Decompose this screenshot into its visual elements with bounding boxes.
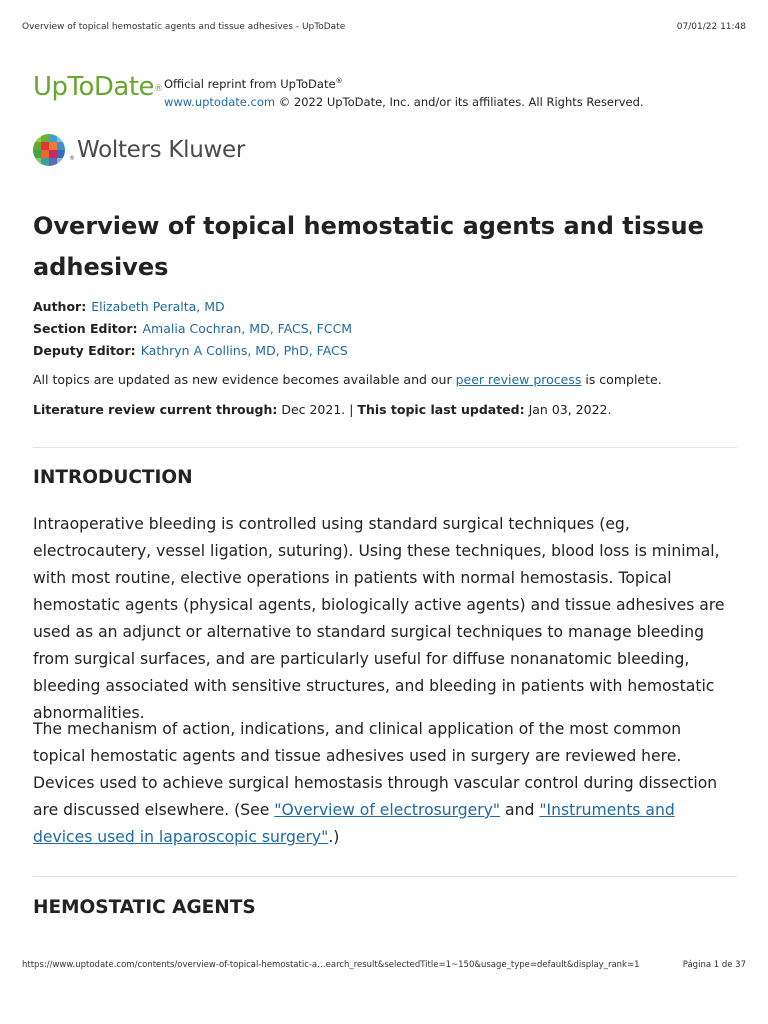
print-footer-url: https://www.uptodate.com/contents/overview-of-topical-hemostatic-a…earch_result&selectedTitle=1~150&usage_type=default&display_rank=1 bbox=[22, 960, 640, 970]
uptodate-site-link[interactable]: www.uptodate.com bbox=[164, 94, 276, 109]
divider bbox=[33, 876, 737, 877]
literature-review-line: Literature review current through: Dec 2021. | This topic last updated: Jan 03, 2022. bbox=[33, 402, 612, 417]
print-header-datetime: 07/01/22 11:48 bbox=[676, 22, 746, 32]
electrosurgery-link[interactable]: "Overview of electrosurgery" bbox=[274, 801, 501, 819]
brand-header bbox=[33, 70, 644, 111]
byline bbox=[33, 296, 737, 362]
update-note: All topics are updated as new evidence becomes available and our peer review process is complete. bbox=[33, 372, 662, 387]
article-title: Overview of topical hemostatic agents and tissue adhesives bbox=[33, 212, 704, 281]
uptodate-logo[interactable]: UpToDate® bbox=[33, 72, 163, 102]
introduction-heading: INTRODUCTION bbox=[33, 467, 193, 488]
author-link[interactable]: Elizabeth Peralta, MD bbox=[91, 299, 225, 314]
byline-section-editor: Section Editor: Amalia Cochran, MD, FACS, FCCM bbox=[33, 321, 353, 336]
hemostatic-agents-heading: HEMOSTATIC AGENTS bbox=[33, 897, 256, 918]
print-header-title: Overview of topical hemostatic agents and tissue adhesives - UpToDate bbox=[22, 22, 346, 32]
divider bbox=[33, 447, 737, 448]
page-number: Página 1 de 37 bbox=[682, 960, 746, 970]
reprint-line: Official reprint from UpToDate bbox=[164, 76, 336, 91]
byline-deputy-editor: Deputy Editor: Kathryn A Collins, MD, PhD, FACS bbox=[33, 343, 348, 358]
copyright-text: © 2022 UpToDate, Inc. and/or its affiliates. All Rights Reserved. bbox=[275, 94, 644, 109]
laparoscopic-instruments-link[interactable]: "Instruments and devices used in laparoscopic surgery" bbox=[33, 801, 675, 846]
byline-author: Author: Elizabeth Peralta, MD bbox=[33, 299, 225, 314]
peer-review-link[interactable]: peer review process bbox=[455, 372, 582, 387]
introduction-paragraph-1: Intraoperative bleeding is controlled using standard surgical techniques (eg, electrocautery, vessel ligation, suturing). Using these techniques, blood loss is minimal, with most routine, elective operations in patients with normal hemostasis. Topical hemostatic agents (physical agents, biologically active agents) and tissue adhesives are used as an adjunct or alternative to standard surgical techniques to manage bleeding from surgical surfaces, and are particularly useful for diffuse nonanatomic bleeding, bleeding associated with sensitive structures, and bleeding in patients with hemostatic abnormalities. bbox=[33, 515, 725, 722]
section-editor-link[interactable]: Amalia Cochran, MD, FACS, FCCM bbox=[142, 321, 353, 336]
wolters-kluwer-wordmark: Wolters Kluwer bbox=[77, 137, 246, 163]
print-header bbox=[22, 22, 746, 32]
wolters-kluwer-logo: ® Wolters Kluwer bbox=[33, 134, 245, 166]
reprint-notice: Official reprint from UpToDate® www.uptodate.com © 2022 UpToDate, Inc. and/or its affiliates. All Rights Reserved. bbox=[164, 76, 644, 109]
deputy-editor-link[interactable]: Kathryn A Collins, MD, PhD, FACS bbox=[140, 343, 348, 358]
article-title-block bbox=[33, 206, 737, 288]
introduction-heading-block bbox=[33, 465, 737, 491]
print-footer bbox=[22, 960, 746, 970]
introduction-paragraph-2: The mechanism of action, indications, and clinical application of the most common topical hemostatic agents and tissue adhesives used in surgery are reviewed here. Devices used to achieve surgical hemostasis through vascular control during dissection are discussed elsewhere. (See "Overview of electrosurgery" and "Instruments and devices used in laparoscopic surgery".) bbox=[33, 720, 718, 846]
wolters-kluwer-globe-icon bbox=[33, 134, 65, 166]
hemostatic-agents-heading-block bbox=[33, 895, 737, 921]
